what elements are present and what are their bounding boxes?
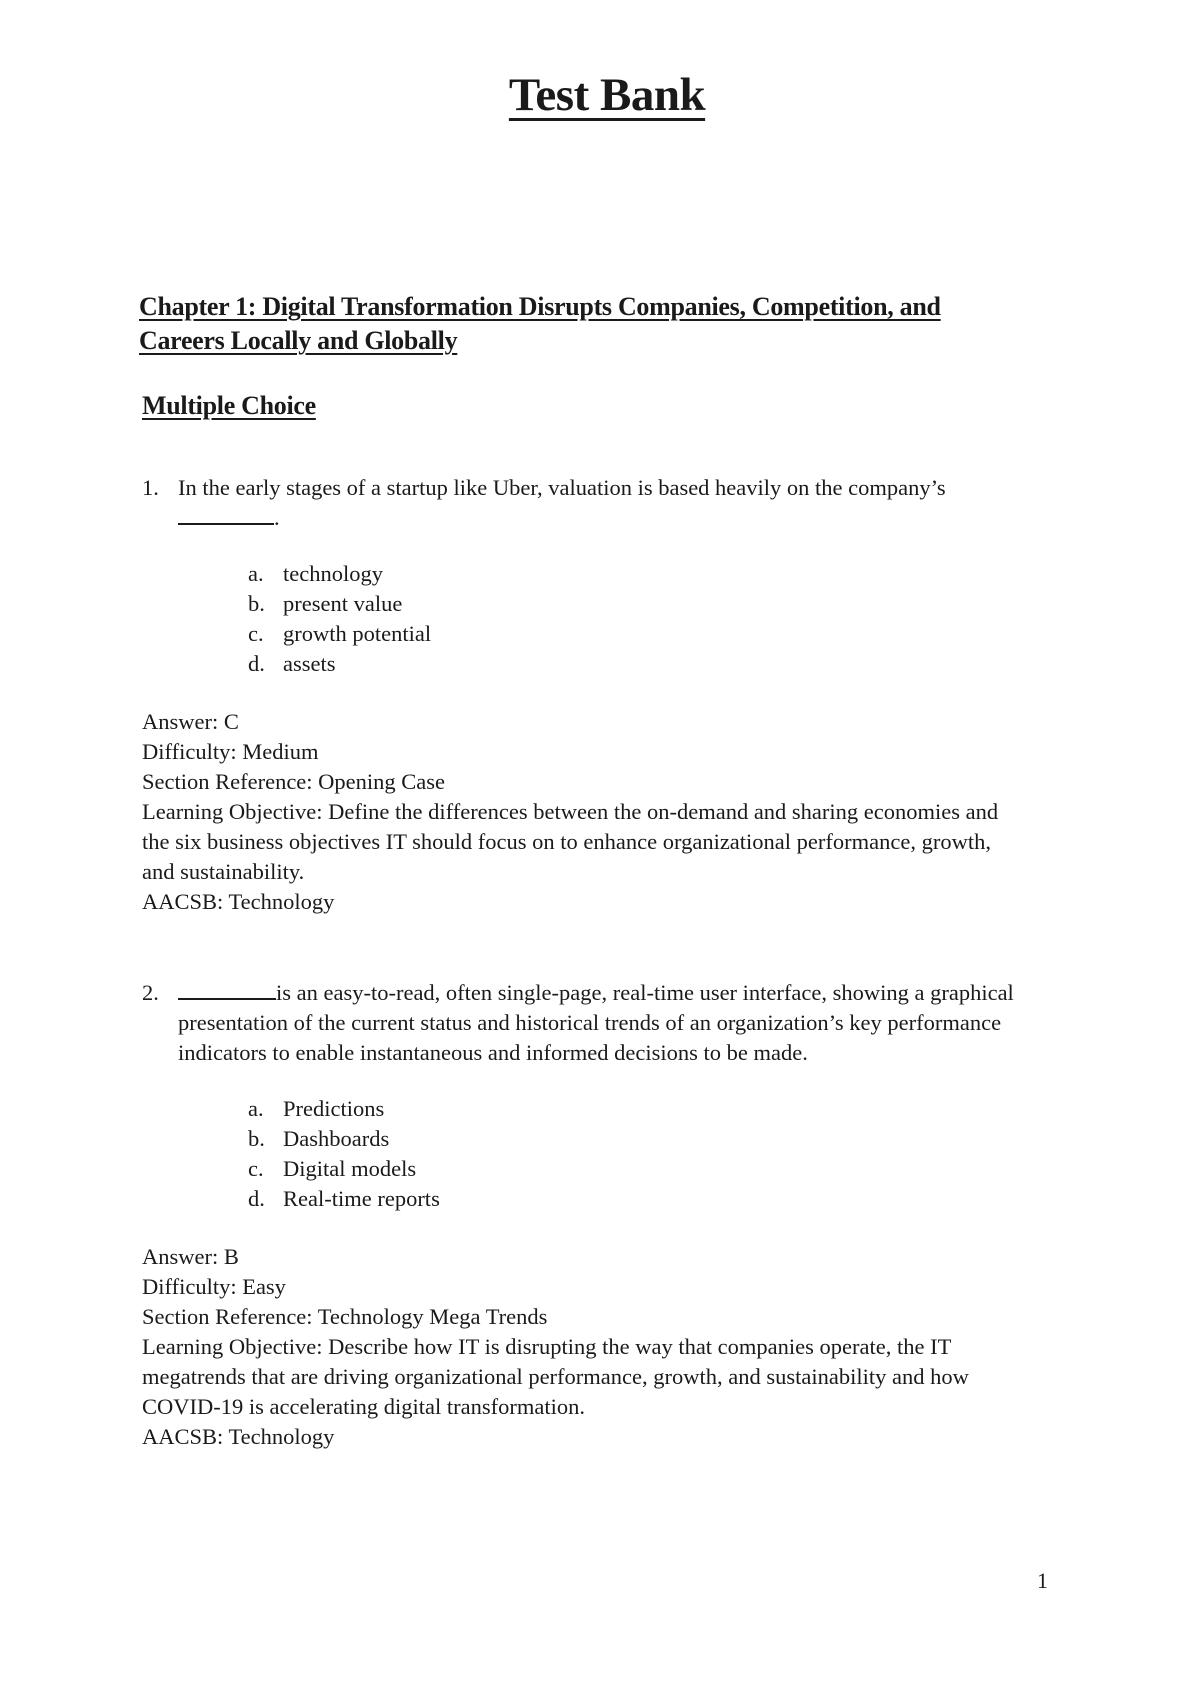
section-reference-line: Section Reference: Technology Mega Trends — [142, 1304, 548, 1329]
difficulty-line: Difficulty: Medium — [142, 739, 319, 764]
chapter-title-line-1: Chapter 1: Digital Transformation Disrupts Companies, Competition, and — [139, 292, 941, 321]
question-text — [178, 473, 1062, 533]
learning-objective-line-1: Learning Objective: Describe how IT is disrupting the way that companies operate, the IT — [142, 1334, 952, 1359]
question-number: 2. — [142, 980, 159, 1005]
learning-objective-line-3: COVID-19 is accelerating digital transformation. — [142, 1394, 585, 1419]
option-text: present value — [283, 591, 403, 616]
option-a — [248, 1094, 1062, 1124]
question-2 — [142, 978, 1062, 1452]
section-title — [142, 391, 316, 421]
option-c — [248, 619, 1062, 649]
option-a — [248, 559, 1062, 589]
chapter-title — [139, 290, 1039, 358]
section-reference-line: Section Reference: Opening Case — [142, 769, 446, 794]
answer-metadata — [142, 1242, 1062, 1452]
option-text: technology — [283, 561, 383, 586]
question-stem: In the early stages of a startup like Uber, valuation is based heavily on the company’s — [178, 475, 946, 500]
answer-line: Answer: B — [142, 1244, 239, 1269]
answer-line: Answer: C — [142, 709, 239, 734]
difficulty-line: Difficulty: Easy — [142, 1274, 286, 1299]
options-list — [248, 559, 1062, 679]
question-stem-line-2: presentation of the current status and historical trends of an organization’s key performance — [178, 1010, 1002, 1035]
option-letter: c. — [248, 621, 264, 646]
option-text: Digital models — [283, 1156, 417, 1181]
section-title-text: Multiple Choice — [142, 391, 316, 420]
option-letter: c. — [248, 1156, 264, 1181]
page-number: 1 — [1037, 1568, 1048, 1593]
aacsb-line: AACSB: Technology — [142, 889, 335, 914]
option-letter: d. — [248, 651, 265, 676]
answer-blank — [178, 503, 274, 525]
question-stem-line-3: indicators to enable instantaneous and informed decisions to be made. — [178, 1040, 808, 1065]
option-b — [248, 589, 1062, 619]
question-stem-line-1: is an easy-to-read, often single-page, real-time user interface, showing a graphical — [276, 980, 1014, 1005]
chapter-title-line-2: Careers Locally and Globally — [139, 326, 458, 355]
learning-objective-line-2: megatrends that are driving organizational performance, growth, and sustainability and how — [142, 1364, 969, 1389]
learning-objective-line-2: the six business objectives IT should focus on to enhance organizational performance, growth, — [142, 829, 991, 854]
option-letter: a. — [248, 561, 264, 586]
option-text: Dashboards — [283, 1126, 390, 1151]
option-text: Real-time reports — [283, 1186, 440, 1211]
learning-objective-line-1: Learning Objective: Define the differences between the on-demand and sharing economies and — [142, 799, 999, 824]
option-d — [248, 649, 1062, 679]
option-letter: b. — [248, 591, 265, 616]
option-d — [248, 1184, 1062, 1214]
option-letter: d. — [248, 1186, 265, 1211]
option-text: growth potential — [283, 621, 432, 646]
option-b — [248, 1124, 1062, 1154]
page-title-text: Test Bank — [508, 69, 706, 121]
question-stem-end: . — [274, 505, 280, 530]
option-text: assets — [283, 651, 336, 676]
learning-objective-line-3: and sustainability. — [142, 859, 305, 884]
options-list — [248, 1094, 1062, 1214]
option-c — [248, 1154, 1062, 1184]
option-letter: a. — [248, 1096, 264, 1121]
question-1 — [142, 473, 1062, 917]
aacsb-line: AACSB: Technology — [142, 1424, 335, 1449]
question-text — [178, 978, 1062, 1068]
page-title — [0, 68, 1200, 122]
option-letter: b. — [248, 1126, 265, 1151]
question-number: 1. — [142, 475, 159, 500]
answer-blank — [178, 978, 276, 1000]
answer-metadata — [142, 707, 1062, 917]
option-text: Predictions — [283, 1096, 385, 1121]
